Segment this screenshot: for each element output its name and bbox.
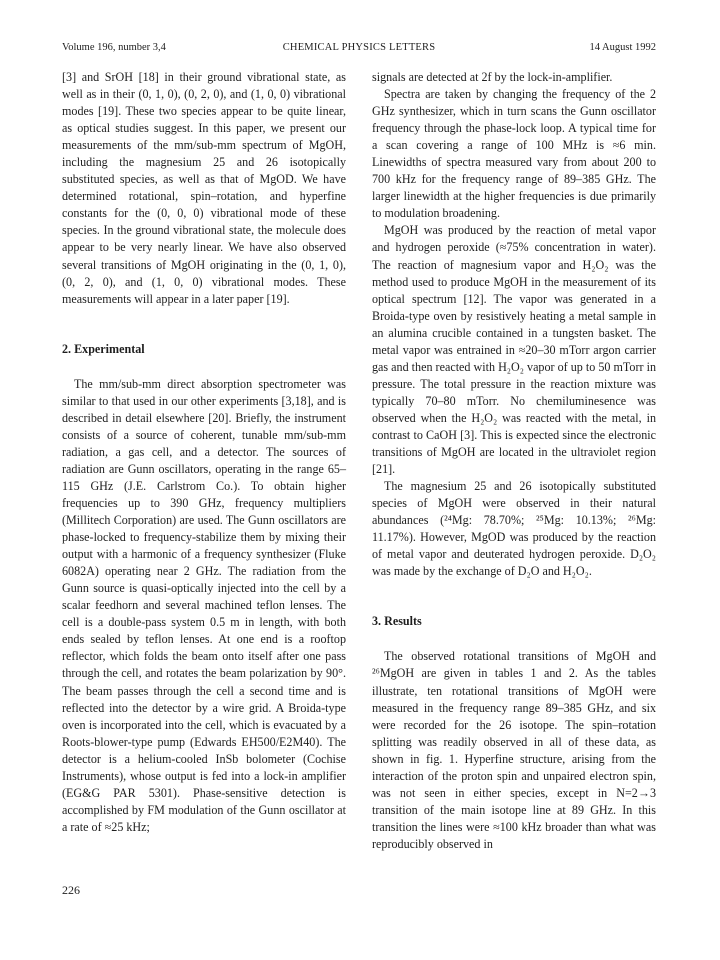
results-paragraph: The observed rotational transitions of MgOH and ²⁶MgOH are given in tables 1 and 2. As the tables illustrate, ten rotational transitions of MgOH were measured in the frequency range 89–385 GHz, and six were recorded for the 26 isotope. The spin–rotation splitting was readily observed in all of these data, as shown in fig. 1. Hyperfine structure, arising from the interaction of the proton spin and unpaired electron spin, was not seen in either species, except in N=2→3 transition of the main isotope line at 89 GHz. In this transition the lines were ≈100 kHz broader than what was reproducibly observed in — [372, 649, 656, 851]
issue-date: 14 August 1992 — [589, 42, 656, 53]
isotopes-paragraph: The magnesium 25 and 26 isotopically substituted species of MgOH were observed in their natural abundances (²⁴Mg: 78.70%; ²⁵Mg: 10.13%; ²⁶Mg: 11.17%). However, MgOD was produced by the reaction of metal vapor and deuterated hydrogen peroxide. D₂O₂ was made by the exchange of D₂O and H₂O₂. — [372, 479, 656, 579]
section-heading-experimental: 2. Experimental — [62, 341, 145, 356]
section-spacer — [62, 308, 346, 341]
left-column — [62, 69, 346, 836]
page-number: 226 — [62, 883, 80, 897]
section-heading-results: 3. Results — [372, 614, 422, 629]
heading-spacer — [62, 358, 346, 376]
detection-continuation-paragraph: signals are detected at 2f by the lock-in-amplifier. — [372, 70, 613, 84]
production-paragraph: MgOH was produced by the reaction of metal vapor and hydrogen peroxide (≈75% concentration in water). The reaction of magnesium vapor and H₂O₂ was the method used to produce MgOH in the measurement of its optical spectrum [12]. The vapor was generated in a Broida-type oven by resistively heating a metal sample in an alumina crucible contained in a tungsten basket. The metal vapor was entrained in ≈20–30 mTorr argon carrier gas and then reacted with H₂O₂ vapor of up to 50 mTorr in pressure. The total pressure in the reaction mixture was typically 70–80 mTorr. No chemiluminesence was observed when the H₂O₂ was reacted with the metal, in contrast to CaOH [3]. This is expected since the electronic transitions of MgOH are located in the ultraviolet region [21]. — [372, 223, 656, 477]
spectra-paragraph: Spectra are taken by changing the frequency of the 2 GHz synthesizer, which in turn scans the Gunn oscillator frequency through the phase-lock loop. A typical time for a scan covering a range of 100 MHz is ≈6 min. Linewidths of spectra measured vary from about 200 to 700 kHz for the frequency range of 89–385 GHz. The larger linewidth at the higher frequencies is due primarily to modulation broadening. — [372, 87, 656, 221]
journal-title: CHEMICAL PHYSICS LETTERS — [282, 42, 436, 53]
running-head — [62, 40, 656, 56]
heading-spacer — [372, 630, 656, 648]
experimental-paragraph: The mm/sub-mm direct absorption spectrometer was similar to that used in our other experiments [3,18], and is described in detail elsewhere [20]. Briefly, the instrument consists of a source of coherent, tunable mm/sub-mm radiation, a gas cell, and a detector. The sources of radiation are Gunn oscillators, operating in the range 65–115 GHz (J.E. Carlstrom Co.). To obtain higher frequencies up to 390 GHz, frequency multipliers (Millitech Corporation) are used. The Gunn oscillators are phase-locked to frequency-stabilize them by mixing their output with a harmonic of a frequency synthesizer (Fluke 6082A) operating near 2 GHz. The radiation from the Gunn source is quasi-optically injected into the cell by a scalar feedhorn and several machined teflon lenses. The cell is a double-pass system 0.5 m in length, with both ends sealed by teflon lenses. At one end is a rooftop reflector, which folds the beam onto itself after one pass through the cell, and rotates the beam polarization by 90°. The beam passes through the cell a second time and is reflected into the detector by a wire grid. A Broida-type oven is incorporated into the cell, which is evacuated by a Roots-blower-type pump (Edwards EH500/E2M40). The detector is a helium-cooled InSb bolometer (Cochise Instruments), whose output is fed into a lock-in amplifier (EG&G PAR 5301). Phase-sensitive detection is accomplished by FM modulation of the Gunn oscillator at a rate of ≈25 kHz; — [62, 376, 346, 834]
right-column — [372, 69, 656, 853]
intro-continuation-paragraph: [3] and SrOH [18] in their ground vibrational state, as well as in their (0, 1, 0), (0, 2, 0), and (1, 0, 0) vibrational modes [19]. These two species appear to be quite linear, as optical studies suggest. In this paper, we present our measurements of the mm/sub-mm spectrum of MgOH, including the magnesium 25 and 26 isotopically substituted species, as well as that of MgOD. We have determined rotational, spin–rotation, and hyperfine constants for the (0, 0, 0) vibrational mode of these species. In the ground vibrational state, the molecule does appear to be very nearly linear. We have also observed several transitions of MgOH originating in the (0, 1, 0), (0, 2, 0), and (1, 0, 0) vibrational modes. These measurements will appear in a later paper [19]. — [62, 70, 346, 306]
volume-info: Volume 196, number 3,4 — [62, 42, 166, 53]
section-spacer — [372, 580, 656, 613]
